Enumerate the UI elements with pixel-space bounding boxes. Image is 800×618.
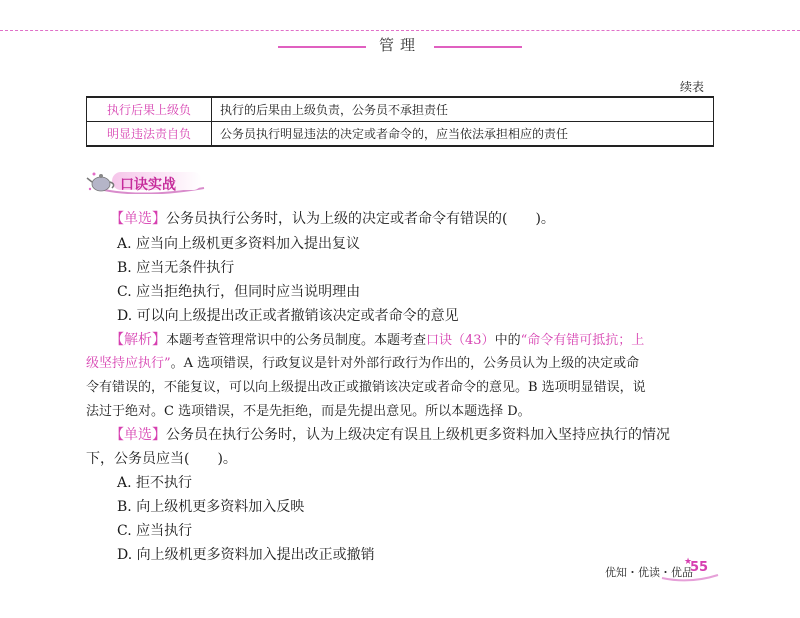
- explanation-line-4: 法过于绝对。C 选项错误，不是先拒绝，而是先提出意见。所以本题选择 D。: [86, 404, 531, 419]
- table-key-cell: 明显违法责自负: [87, 122, 212, 147]
- mnemonic-quote: 级坚持应执行”: [86, 356, 171, 371]
- explanation-text: 。A 选项错误，行政复议是针对外部行政行为作出的，公务员认为上级的决定或命: [170, 356, 640, 371]
- question-stem: 公务员执行公务时，认为上级的决定或者命令有错误的( )。: [166, 211, 555, 227]
- explanation-tag: 【解析】: [110, 332, 166, 348]
- page-number: 55: [690, 560, 709, 575]
- header-rule-right: [434, 46, 522, 48]
- table-row: [87, 122, 714, 147]
- principle-table: [86, 96, 714, 147]
- header-rule-left: [278, 46, 366, 48]
- option-c: C. 应当执行: [117, 523, 193, 539]
- question-2-stem-line-2: 下，公务员应当( )。: [86, 451, 237, 467]
- explanation-line-3: 令有错误的，不能复议，可以向上级提出改正或撤销该决定或者命令的意见。B 选项明显错误，说: [86, 380, 646, 395]
- section-title: 口诀实战: [120, 177, 176, 193]
- explanation-line-2: [86, 352, 639, 371]
- question-type-tag: 【单选】: [110, 427, 166, 443]
- table-row: [87, 97, 714, 122]
- table-value-cell: 公务员执行明显违法的决定或者命令的，应当依法承担相应的责任: [212, 122, 714, 147]
- question-stem: 公务员在执行公务时，认为上级决定有误且上级机更多资料加入坚持应执行的情况: [166, 427, 670, 443]
- star-icon: ★: [684, 557, 693, 567]
- option-a: A. 应当向上级机更多资料加入提出复议: [117, 236, 361, 252]
- mnemonic-reference: 口诀（43）: [426, 333, 495, 348]
- question-1-stem-line: [110, 208, 555, 228]
- question-2-stem-line-1: [110, 424, 670, 444]
- table-value-cell: 执行的后果由上级负责，公务员不承担责任: [212, 97, 714, 122]
- option-b: B. 向上级机更多资料加入反映: [117, 499, 305, 515]
- swoosh-decoration-icon: [660, 572, 720, 582]
- explanation-line-1: [110, 329, 644, 349]
- option-d: D. 向上级机更多资料加入提出改正或撤销: [117, 547, 375, 563]
- option-a: A. 拒不执行: [117, 475, 193, 491]
- mnemonic-quote: “命令有错可抵抗；上: [520, 333, 645, 348]
- question-type-tag: 【单选】: [110, 211, 166, 227]
- top-dashed-border: [0, 30, 800, 31]
- footer-slogan: 优知・优读・优品: [605, 566, 693, 579]
- table-key-cell: 执行后果上级负: [87, 97, 212, 122]
- running-header-title: 管理: [378, 36, 421, 54]
- continued-label: 续表: [680, 80, 705, 94]
- option-b: B. 应当无条件执行: [117, 260, 235, 276]
- option-d: D. 可以向上级提出改正或者撤销该决定或者命令的意见: [117, 308, 459, 324]
- explanation-text: 本题考查管理常识中的公务员制度。本题考查: [166, 333, 427, 348]
- option-c: C. 应当拒绝执行，但同时应当说明理由: [117, 284, 361, 300]
- explanation-text: 中的: [494, 333, 521, 348]
